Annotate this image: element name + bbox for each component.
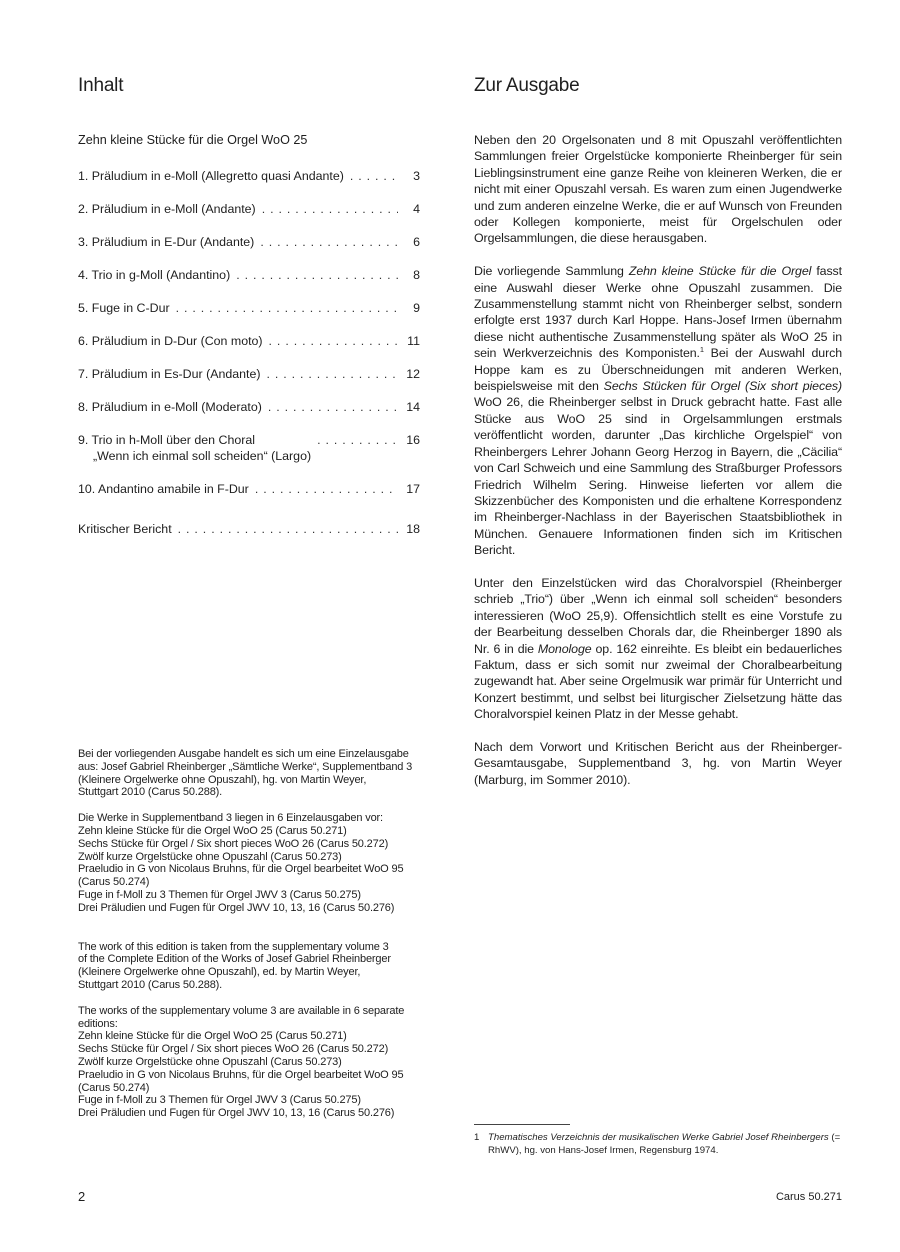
toc-entry-10[interactable] [78,481,420,497]
toc-page: 4 [413,202,420,216]
toc-page: 11 [407,334,420,348]
footnote [474,1132,844,1157]
toc-page: 3 [413,169,420,183]
page-number: 2 [78,1189,86,1204]
leader-dots [350,168,398,184]
paragraph-3: Unter den Einzelstücken wird das Choralvorspiel (Rheinberger schrieb „Trio“) über „Wenn ich einmal soll scheiden“ besonders interessieren (WoO 25,9). Offensichtlich stellt es eine Vorstufe zu der Bearbeitung desselben Chorals dar, die Rheinberger 1890 als Nr. 6 in die Monologe op. 162 einreihte. Es bleibt ein bedauerliches Faktum, dass er sich somit nur zweimal der Choralbearbeitung zugewandt hat. Aber seine Orgelmusik war primär für Unterricht und Konzert bestimmt, und selbst bei liturgischer Zielsetzung hätte das Choralvorspiel keinen Platz in der Messe gehabt. [474,575,842,722]
toc-entry-9[interactable] [78,432,420,464]
toc-label-line2: „Wenn ich einmal soll scheiden“ (Largo) [93,449,312,463]
leader-dots [267,366,399,382]
collection-title: Zehn kleine Stücke für die Orgel WoO 25 [78,133,308,147]
edition-column [474,72,842,805]
toc-page: 12 [406,367,420,381]
leader-dots [317,432,398,448]
toc-label: 3. Präludium in E-Dur (Andante) [78,235,255,249]
toc-label: 2. Präludium in e-Moll (Andante) [78,202,256,216]
note-de-list: Die Werke in Supplementband 3 liegen in 6 Einzelausgaben vor: Zehn kleine Stücke für die Orgel WoO 25 (Carus 50.271) Sechs Stücke für Orgel / Six short pieces WoO 26 (Carus 50.272) Zwölf kurze Orgelstücke ohne Opuszahl (Carus 50.273) Praeludio in G von Nicolaus Bruhns, für die Orgel bearbeitet WoO 95 (Carus 50.274) Fuge in f-Moll zu 3 Themen für Orgel JWV 3 (Carus 50.275) Drei Präludien und Fugen für Orgel JWV 10, 13, 16 (Carus 50.276) [78,812,404,914]
toc-entry-7[interactable] [78,366,420,382]
paragraph-1: Neben den 20 Orgelsonaten und 8 mit Opuszahl veröffentlichten Sammlungen freier Orgelstücke komponierte Rheinberger für sein Lieblingsinstrument eine ganze Reihe von kleineren Werken, die er nicht mit einer Opuszahl versah. Es waren zum einen Jugendwerke und zum anderen einzelne Werke, die er auf Wunsch von Freunden oder Kollegen komponierte, meist für Orgelschulen oder Orgelsammlungen, die diese herausgaben. [474,133,842,246]
toc-label: 6. Präludium in D-Dur (Con moto) [78,334,263,348]
edition-body [474,132,842,788]
toc-label: 7. Präludium in Es-Dur (Andante) [78,367,261,381]
footnote-divider [474,1124,570,1125]
leader-dots [236,267,398,283]
toc-entry-4[interactable] [78,267,420,283]
toc-label: 8. Präludium in e-Moll (Moderato) [78,400,262,414]
contents-column [78,72,420,554]
toc-entry-2[interactable] [78,201,420,217]
toc-page: 18 [406,522,420,536]
edition-notes [78,748,450,1133]
toc-entry-6[interactable] [78,333,420,349]
toc-entry-8[interactable] [78,399,420,415]
toc-page: 8 [413,268,420,282]
leader-dots [255,481,398,497]
footnote-text: Thematisches Verzeichnis der musikalischen Werke Gabriel Josef Rheinbergers (= RhWV), hg. von Hans-Josef Irmen, Regensburg 1974. [488,1132,841,1156]
leader-dots [260,234,398,250]
catalog-number: Carus 50.271 [775,1191,842,1203]
table-of-contents [78,168,420,537]
toc-page: 9 [413,301,420,315]
footnote-ref[interactable]: 1 [699,345,704,355]
toc-label: 5. Fuge in C-Dur [78,301,170,315]
contents-heading: Inhalt [78,75,124,96]
toc-page: 17 [406,482,420,496]
note-de-intro: Bei der vorliegenden Ausgabe handelt es sich um eine Einzelausgabe aus: Josef Gabriel Rheinberger „Sämtliche Werke“, Supplementband 3 (Kleinere Orgelwerke ohne Opuszahl), hg. von Martin Weyer, Stuttgart 2010 (Carus 50.288). [78,748,413,799]
toc-label: 1. Präludium in e-Moll (Allegretto quasi Andante) [78,169,344,183]
leader-dots [269,333,398,349]
leader-dots [262,201,398,217]
toc-entry-5[interactable] [78,300,420,316]
footnote-number: 1 [474,1132,480,1143]
toc-page: 6 [413,235,420,249]
toc-entry-kritischer-bericht[interactable] [78,521,420,537]
edition-heading: Zur Ausgabe [474,75,580,96]
toc-entry-3[interactable] [78,234,420,250]
toc-label: Kritischer Bericht [78,522,172,536]
paragraph-2: Die vorliegende Sammlung Zehn kleine Stücke für die Orgel fasst eine Auswahl dieser Werke ohne Opuszahl zusammen. Die Zusammenstellung stammt nicht von Rheinberger selbst, sondern erfolgte erst 1937 durch Karl Hoppe. Hans-Josef Irmen übernahm diese nicht authentische Zusammenstellung später als WoO 25 in sein Werkverzeichnis des Komponisten.$^1$ Bei der Auswahl durch Hoppe kam es zu Überschneidungen mit anderen Werken, beispielsweise mit den Sechs Stücken für Orgel (Six short pieces) WoO 26, die Rheinberger selbst in Druck gebracht hatte. Fast alle Stücke aus WoO 25 sind in Orgelsammlungen erstmals veröffentlicht worden, darunter „Das kirchliche Orgelspiel“ von Rheinbergers Lehrer Johann Georg Herzog in Bayern, die „Cäcilia“ von Carl Schweich und eine Sammlung des Straßburger Professors Friedrich Wilhelm Sering. Hinweise lieferten vor allem die Skizzenbücher des Komponisten und die erhaltene Korrespondenz im Rheinberger-Nachlass in der Bayerischen Staatsbibliothek in München. Genauere Informationen finden sich im Kritischen Bericht. [474,264,842,558]
toc-page: 16 [406,433,420,447]
toc-label-line1: 9. Trio in h-Moll über den Choral [78,433,255,447]
toc-entry-1[interactable] [78,168,420,184]
leader-dots [176,300,398,316]
note-en-list: The works of the supplementary volume 3 are available in 6 separate editions: Zehn kleine Stücke für die Orgel WoO 25 (Carus 50.271) Sechs Stücke für Orgel / Six short pieces WoO 26 (Carus 50.272) Zwölf kurze Orgelstücke ohne Opuszahl (Carus 50.273) Praeludio in G von Nicolaus Bruhns, für die Orgel bearbeitet WoO 95 (Carus 50.274) Fuge in f-Moll zu 3 Themen für Orgel JWV 3 (Carus 50.275) Drei Präludien und Fugen für Orgel JWV 10, 13, 16 (Carus 50.276) [78,1004,405,1120]
note-en-intro: The work of this edition is taken from the supplementary volume 3 of the Complete Edition of the Works of Josef Gabriel Rheinberger (Kleinere Orgelwerke ohne Opuszahl), ed. by Martin Weyer, Stuttgart 2010 (Carus 50.288). [78,940,391,991]
toc-label [78,432,311,464]
toc-label: 10. Andantino amabile in F-Dur [78,482,249,496]
paragraph-4: Nach dem Vorwort und Kritischen Bericht aus der Rheinberger-Gesamtausgabe, Supplementband 3, hg. von Martin Weyer (Marburg, im Sommer 2010). [474,739,842,787]
toc-label: 4. Trio in g-Moll (Andantino) [78,268,231,282]
leader-dots [178,521,398,537]
leader-dots [268,399,398,415]
toc-page: 14 [406,400,420,414]
